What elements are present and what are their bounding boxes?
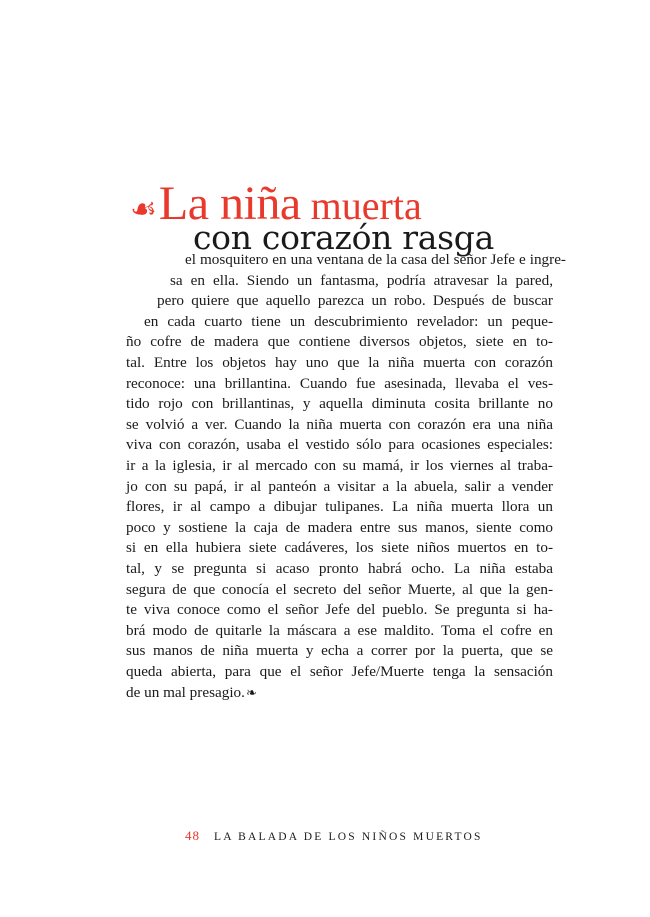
text-line: reconoce: una brillantina. Cuando fue asesinada, llevaba el ves- — [126, 374, 553, 392]
title-part-1: La niña — [158, 177, 301, 230]
text-line: el mosquitero en una ventana de la casa del señor Jefe e ingre- — [185, 251, 566, 268]
title-line-2: con corazón rasga — [193, 218, 494, 257]
text-line: tal, y se pregunta si acaso pronto habrá ocho. La niña estaba — [126, 560, 553, 577]
text-line: te viva conoce como el señor Jefe del pueblo. Se pregunta si ha- — [126, 601, 553, 619]
text-line: queda abierta, para que el señor Jefe/Muerte tenga la sensación — [126, 663, 553, 680]
text-line: sa en ella. Siendo un fantasma, podría atravesar la pared, — [170, 271, 553, 289]
text-line: flores, ir al campo a dibujar tulipanes. La niña muerta llora un — [126, 498, 553, 516]
text-line: ño cofre de madera que contiene diversos objetos, siete en to- — [126, 333, 553, 351]
text-line: se volvió a ver. Cuando la niña muerta con corazón era una niña — [126, 415, 553, 433]
text-line: brá modo de quitarle la máscara a ese maldito. Toma el cofre en — [126, 621, 553, 639]
running-title: LA BALADA DE LOS NIÑOS MUERTOS — [214, 831, 483, 843]
text-line: jo con su papá, ir al panteón a visitar a la abuela, salir a vender — [126, 477, 553, 495]
text-line: segura de que conocía el secreto del señor Muerte, al que la gen- — [126, 580, 553, 598]
text-line: tal. Entre los objetos hay uno que la niña muerta con corazón — [126, 354, 553, 371]
text-line: poco y sostiene la caja de madera entre sus manos, siente como — [126, 518, 553, 536]
text-line: en cada cuarto tiene un descubrimiento revelador: un peque- — [144, 312, 553, 330]
text-line: pero quiere que aquello parezca un robo. Después de buscar — [157, 292, 553, 310]
end-ornament-icon: ❧ — [245, 684, 257, 700]
page-footer — [185, 828, 483, 844]
fleuron-ornament-icon: ☙ — [130, 192, 157, 227]
text-line: sus manos de niña muerta y echa a correr por la puerta, que se — [126, 642, 553, 660]
text-line: tido rojo con brillantinas, y aquella diminuta cosita brillante no — [126, 395, 553, 413]
page-number: 48 — [185, 828, 200, 843]
text-line: ir a la iglesia, ir al mercado con su mamá, ir los viernes al traba- — [126, 457, 553, 474]
text-line: de un mal presagio.❧ — [126, 683, 257, 701]
text-line: viva con corazón, usaba el vestido sólo para ocasiones especiales: — [126, 436, 553, 454]
title-part-2: muerta — [310, 183, 422, 228]
text-line: si en ella hubiera siete cadáveres, los siete niños muertos en to- — [126, 539, 553, 557]
